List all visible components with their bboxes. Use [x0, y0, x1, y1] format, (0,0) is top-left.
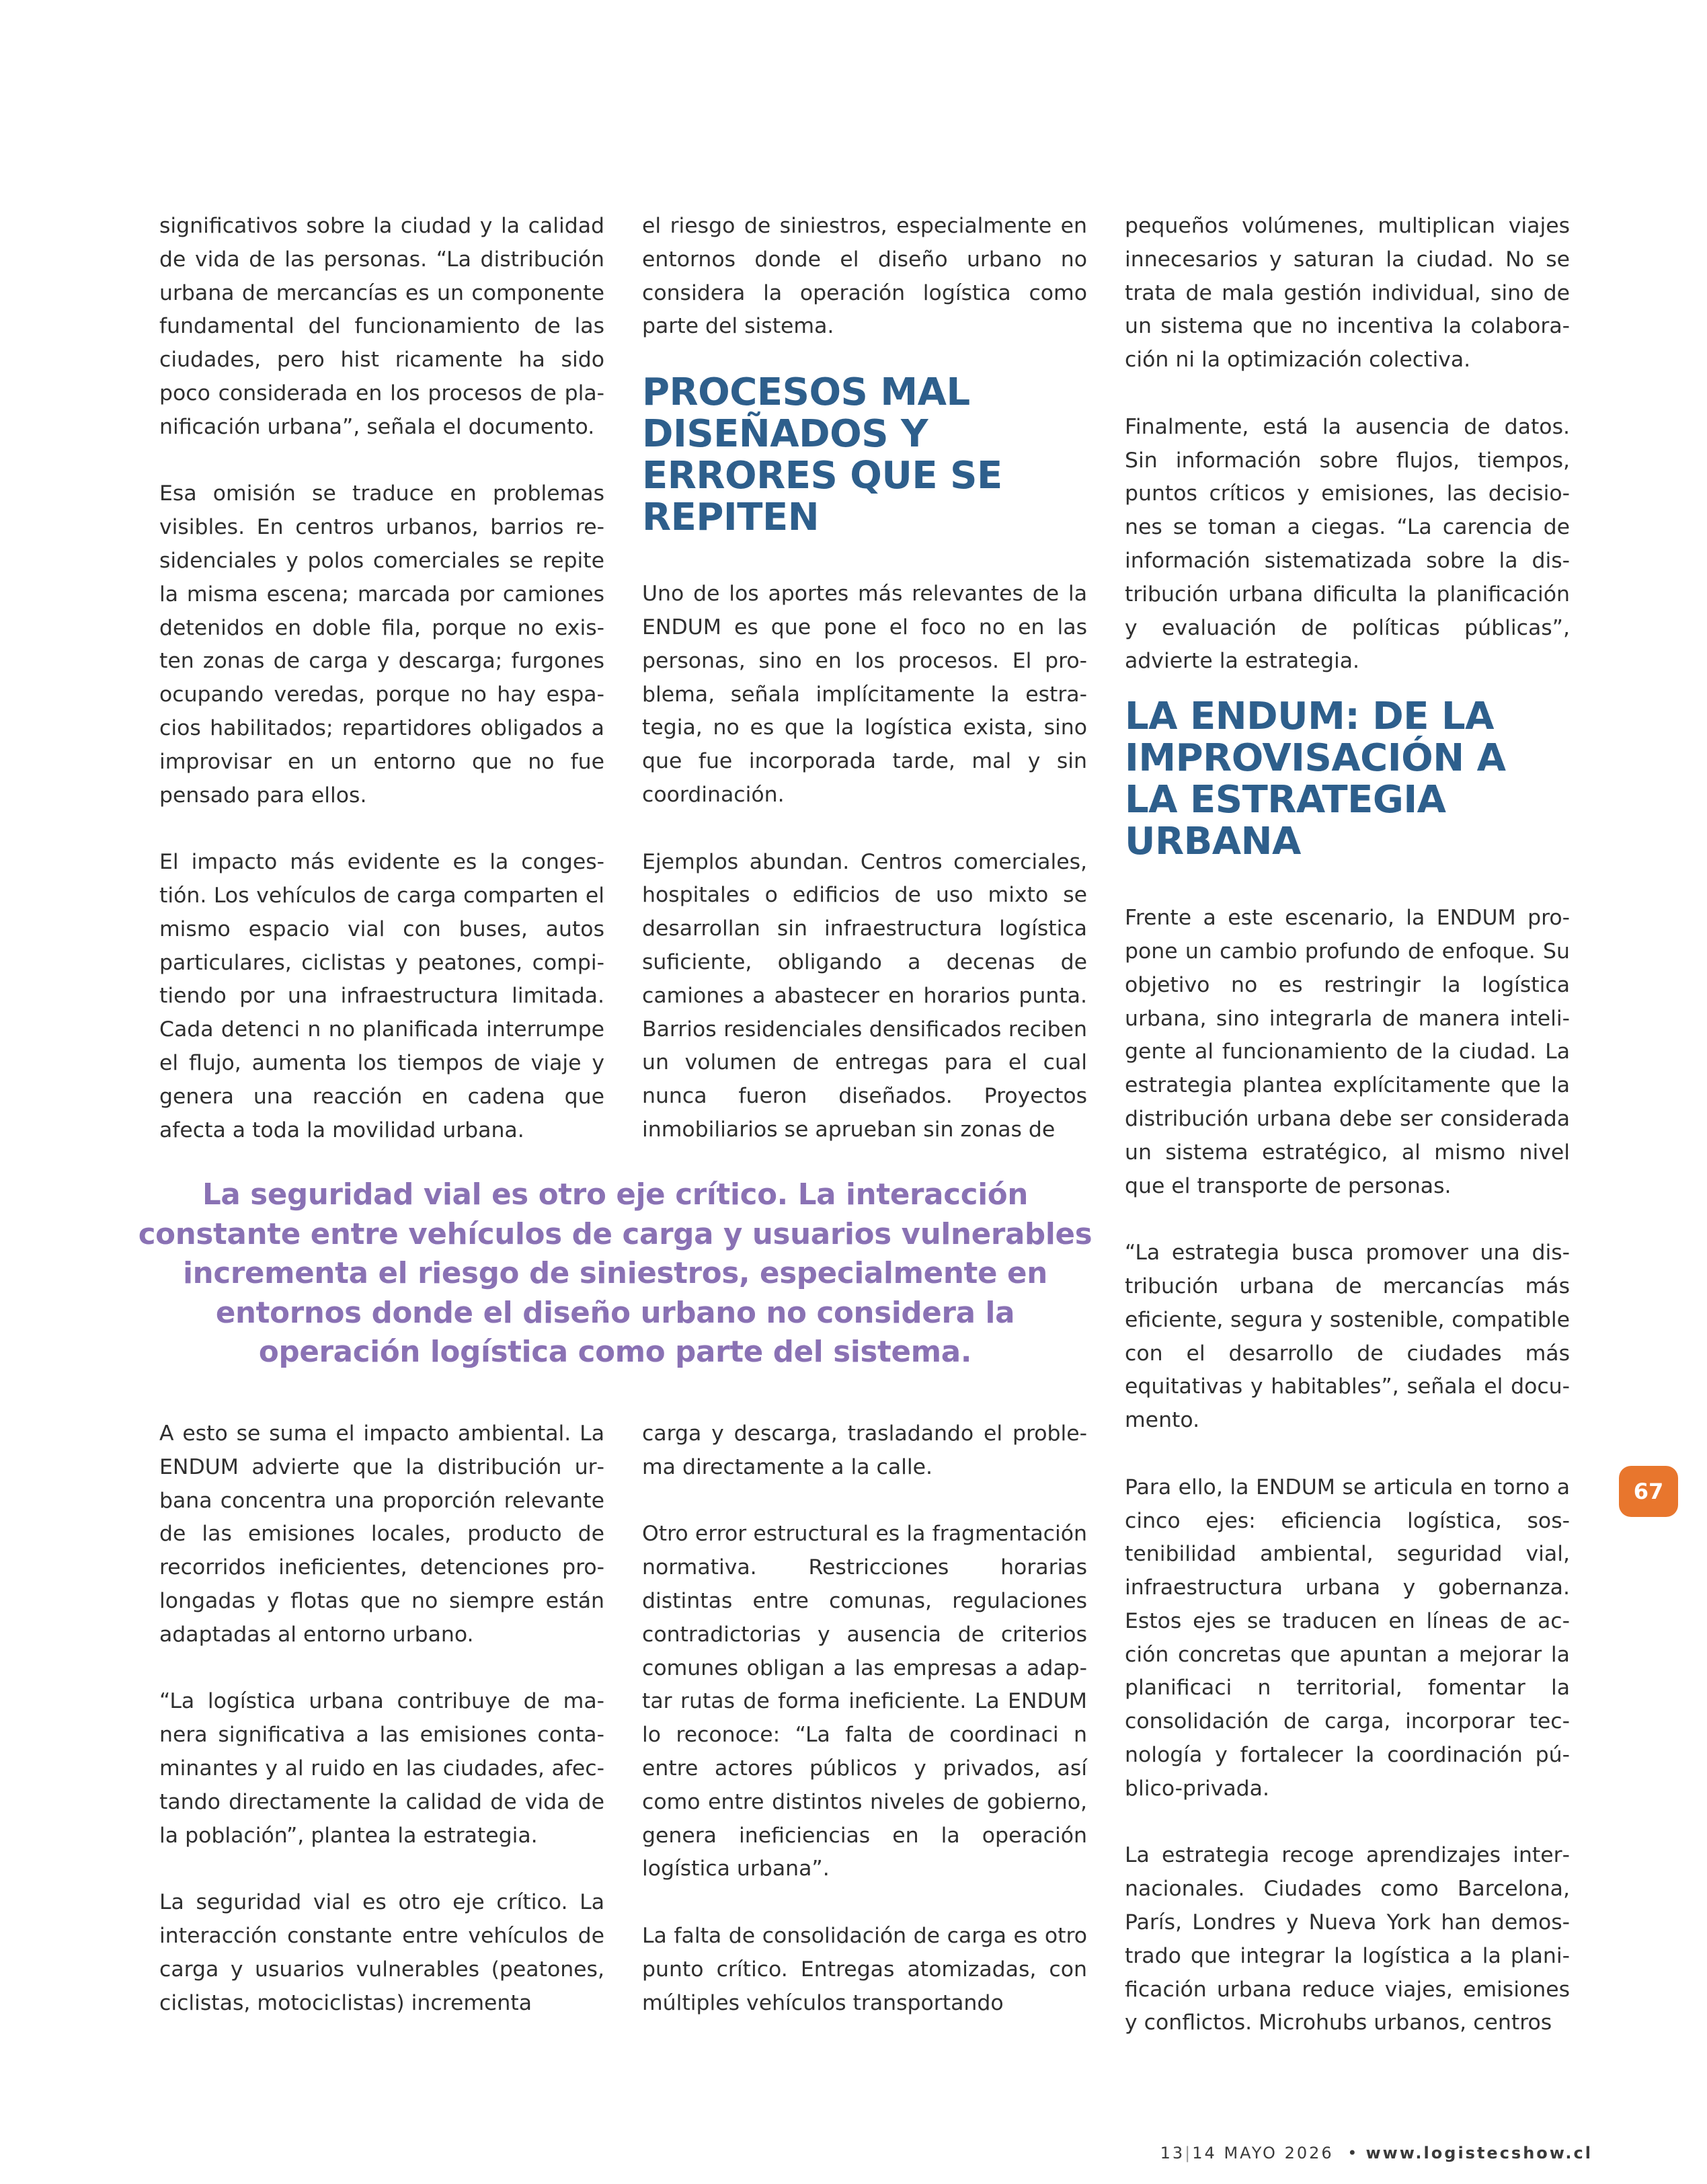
- pull-quote: La seguridad vial es otro eje crítico. La interacción constante entre vehículos de carga y usuarios vulnerables incrementa el riesgo de siniestros, especialmente en entornos donde el diseño urbano no considera la operación logística como parte del sistema.: [138, 1178, 1093, 1369]
- section-heading-procesos: PROCESOS MAL DISEÑADOS Y ERRORES QUE SE REPITEN: [642, 370, 1002, 540]
- footer-date-end: 14: [1192, 2144, 1217, 2162]
- paragraph: el riesgo de siniestros, especialmente en entornos donde el diseño urbano no considera la operación logística como parte del sistema.: [642, 214, 1087, 339]
- page-number-badge: 67: [1619, 1466, 1678, 1517]
- paragraph: Uno de los aportes más relevantes de la ENDUM es que pone el foco no en las personas, sino en los procesos. El problema, señala implícitamente la estrategia, no es que la logística exista, sino que fue incorporada tarde, mal y sin coordinación.: [642, 582, 1087, 807]
- paragraph: “La logística urbana contribuye de manera significativa a las emisiones contaminantes y al ruido en las ciudades, afectando directamente la calidad de vida de la población”, plantea la estrategia.: [159, 1689, 604, 1848]
- paragraph: La falta de consolidación de carga es otro punto crítico. Entregas atomizadas, con múltiples vehículos transportando: [642, 1923, 1087, 2015]
- middle-column-top: [642, 210, 1087, 1147]
- middle-column-bottom: [642, 1417, 1087, 2020]
- paragraph: pequeños volúmenes, multiplican viajes innecesarios y saturan la ciudad. No se trata de mala gestión individual, sino de un sistema que no incentiva la colaboración ni la optimización colectiva.: [1125, 214, 1570, 373]
- paragraph: “La estrategia busca promover una distribución urbana de mercancías más eficiente, segura y sostenible, compatible con el desarrollo de ciudades más equitativas y habitables”, señala el documento.: [1125, 1241, 1570, 1433]
- left-column-top: [159, 210, 604, 1147]
- left-column-bottom: [159, 1417, 604, 2020]
- paragraph: Para ello, la ENDUM se articula en torno a cinco ejes: eficiencia logística, sostenibilidad ambiental, seguridad vial, infraestructura urbana y gobernanza. Estos ejes se traducen en líneas de acción concretas que apuntan a mejorar la planificaci n territorial, fomentar la consolidación de carga, incorporar tecnología y fortalecer la coordinación público-privada.: [1125, 1475, 1570, 1801]
- paragraph: La seguridad vial es otro eje crítico. La interacción constante entre vehículos de carga y usuarios vulnerables (peatones, ciclistas, motociclistas) incrementa: [159, 1890, 604, 2015]
- paragraph: A esto se suma el impacto ambiental. La ENDUM advierte que la distribución urbana concentra una proporción relevante de las emisiones locales, producto de recorridos ineficientes, detenciones prolongadas y flotas que no siempre están adaptadas al entorno urbano.: [159, 1421, 604, 1647]
- footer-date-start: 13: [1160, 2144, 1185, 2162]
- paragraph: Frente a este escenario, la ENDUM propone un cambio profundo de enfoque. Su objetivo no es restringir la logística urbana, sino integrarla de manera inteligente al funcionamiento de la ciudad. La estrategia plantea explícitamente que la distribución urbana debe ser considerada un sistema estratégico, al mismo nivel que el transporte de personas.: [1125, 906, 1570, 1198]
- paragraph: carga y descarga, trasladando el problema directamente a la calle.: [642, 1421, 1087, 1479]
- footer-divider: |: [1185, 2144, 1193, 2162]
- footer-bullet: •: [1347, 2144, 1359, 2162]
- paragraph: Otro error estructural es la fragmentación normativa. Restricciones horarias distintas entre comunas, regulaciones contradictorias y ausencia de criterios comunes obligan a las empresas a adaptar rutas de forma ineficiente. La ENDUM lo reconoce: “La falta de coordinaci n entre actores públicos y privados, así como entre distintos niveles de gobierno, genera ineficiencias en la operación logística urbana”.: [642, 1522, 1087, 1881]
- footer-month-year: MAYO 2026: [1224, 2144, 1334, 2162]
- paragraph: significativos sobre la ciudad y la calidad de vida de las personas. “La distribución urbana de mercancías es un componente fundamental del funcionamiento de las ciudades, pero hist ricamente ha sido poco considerada en los procesos de planificación urbana”, señala el documento.: [159, 214, 604, 439]
- section-heading-endum: LA ENDUM: DE LA IMPROVISACIÓN A LA ESTRATEGIA URBANA: [1125, 695, 1506, 864]
- paragraph: El impacto más evidente es la congestión. Los vehículos de carga comparten el mismo espacio vial con buses, autos particulares, ciclistas y peatones, compitiendo por una infraestructura limitada. Cada detenci n no planificada interrumpe el flujo, aumenta los tiempos de viaje y genera una reacción en cadena que afecta a toda la movilidad urbana.: [159, 850, 604, 1142]
- paragraph: Ejemplos abundan. Centros comerciales, hospitales o edificios de uso mixto se desarrollan sin infraestructura logística suficiente, obligando a decenas de camiones a abastecer en horarios punta. Barrios residenciales densificados reciben un volumen de entregas para el cual nunca fueron diseñados. Proyectos inmobiliarios se aprueban sin zonas de: [642, 849, 1087, 1142]
- paragraph: La estrategia recoge aprendizajes internacionales. Ciudades como Barcelona, París, Londres y Nueva York han demostrado que integrar la logística a la planificación urbana reduce viajes, emisiones y conflictos. Microhubs urbanos, centros: [1125, 1843, 1570, 2035]
- footer-website-link[interactable]: www.logistecshow.cl: [1365, 2144, 1593, 2162]
- footer: [1160, 2144, 1593, 2162]
- paragraph: Esa omisión se traduce en problemas visibles. En centros urbanos, barrios residenciales y polos comerciales se repite la misma escena; marcada por camiones detenidos en doble fila, porque no existen zonas de carga y descarga; furgones ocupando veredas, porque no hay espacios habilitados; repartidores obligados a improvisar en un entorno que no fue pensado para ellos.: [159, 481, 604, 808]
- paragraph: Finalmente, está la ausencia de datos. Sin información sobre flujos, tiempos, puntos críticos y emisiones, las decisiones se toman a ciegas. “La carencia de información sistematizada sobre la distribución urbana dificulta la planificación y evaluación de políticas públicas”, advierte la estrategia.: [1125, 414, 1570, 674]
- right-column: [1125, 210, 1570, 2040]
